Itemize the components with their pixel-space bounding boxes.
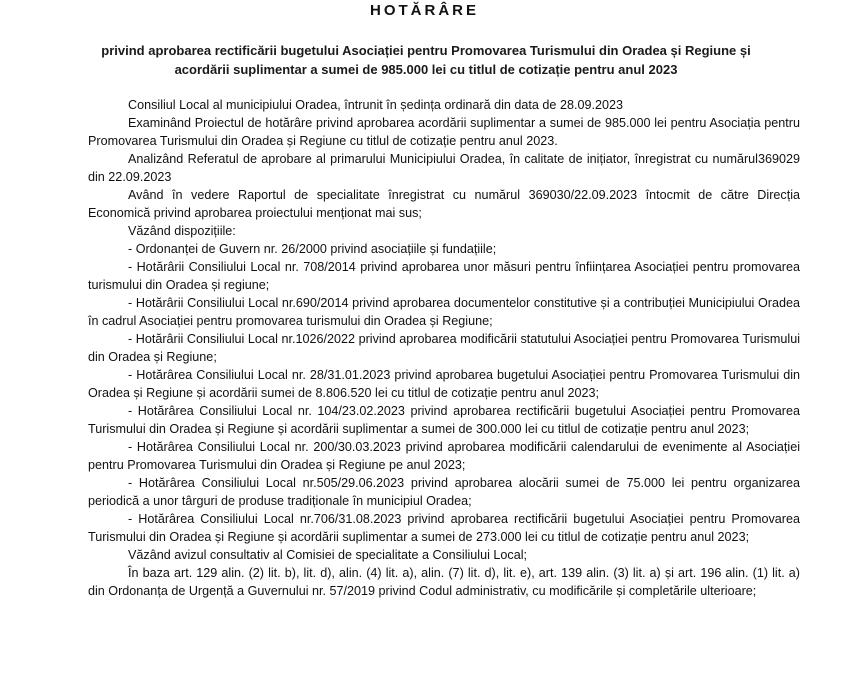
paragraph-report: Având în vedere Raportul de specialitate înregistrat cu numărul 369030/22.09.2023 întocmit de către Direcția Economică privind aprobarea proiectului menționat mai sus; <box>88 188 800 220</box>
provision-item: - Hotărârea Consiliului Local nr. 200/30.03.2023 privind aprobarea modificării calendarului de evenimente al Asociației pentru Promovarea Turismului din Oradea și Regiune pe anul 2023; <box>88 440 800 472</box>
provision-item: - Hotărârii Consiliului Local nr. 708/2014 privind aprobarea unor măsuri pentru înființarea Asociației pentru promovarea turismului din Oradea și regiune; <box>88 260 800 292</box>
provision-item: - Ordonanței de Guvern nr. 26/2000 privind asociațiile și fundațiile; <box>128 242 497 256</box>
provision-item: - Hotărârii Consiliului Local nr.690/2014 privind aprobarea documentelor constitutive și a contribuției Municipiului Oradea în cadrul Asociației pentru promovarea turismului din Oradea și Regiune; <box>88 296 800 328</box>
paragraph-provisions-heading: Văzând dispozițiile: <box>128 224 236 238</box>
provision-item: - Hotărârea Consiliului Local nr.505/29.06.2023 privind aprobarea alocării sumei de 75.000 lei pentru organizarea periodică a unor târguri de produse tradiționale în municipiul Oradea; <box>88 476 800 508</box>
provision-item: - Hotărârii Consiliului Local nr.1026/2022 privind aprobarea modificării statutului Asociației pentru Promovarea Turismului din Oradea și Regiune; <box>88 332 800 364</box>
paragraph-legal-basis: În baza art. 129 alin. (2) lit. b), lit. d), alin. (4) lit. a), alin. (7) lit. d), lit. e), art. 139 alin. (3) lit. a) și art. 196 alin. (1) lit. a) din Ordonanța de Urgență a Guvernului nr. 57/2019 privind Codul administrativ, cu modificările și completările ulterioare; <box>88 566 800 598</box>
provision-item: - Hotărârea Consiliului Local nr. 104/23.02.2023 privind aprobarea rectificării bugetului Asociației pentru Promovarea Turismului din Oradea și Regiune și acordării suplimentar a sumei de 300.000 lei cu titlul de cotizație pentru anul 2023; <box>88 404 800 436</box>
document-title: HOTĂRÂRE <box>370 2 479 19</box>
paragraph-session: Consiliul Local al municipiului Oradea, întrunit în ședința ordinară din data de 28.09.2023 <box>128 98 623 112</box>
paragraph-committee-opinion: Văzând avizul consultativ al Comisiei de specialitate a Consiliului Local; <box>128 548 528 562</box>
provision-item: - Hotărârea Consiliului Local nr.706/31.08.2023 privind aprobarea rectificării bugetului Asociației pentru Promovarea Turismului din Oradea și Regiune și acordării suplimentar a sumei de 273.000 lei cu titlul de cotizație pentru anul 2023; <box>88 512 800 544</box>
subtitle-line: privind aprobarea rectificării bugetului Asociației pentru Promovarea Turismului din Oradea și Regiune și <box>101 43 751 58</box>
provision-item: - Hotărârea Consiliului Local nr. 28/31.01.2023 privind aprobarea bugetului Asociației pentru Promovarea Turismului din Oradea și Regiune și acordării sumei de 8.806.520 lei cu titlul de cotizație pentru anul 2023; <box>88 368 800 400</box>
document-subtitle <box>96 41 756 79</box>
subtitle-line: acordării suplimentar a sumei de 985.000 lei cu titlul de cotizație pentru anul 2023 <box>174 62 678 77</box>
paragraph-examining: Examinând Proiectul de hotărâre privind aprobarea acordării suplimentar a sumei de 985.000 lei pentru Asociația pentru Promovarea Turismului din Oradea și Regiune cu titlul de cotizație pentru anul 2023. <box>88 116 800 148</box>
document-body <box>88 96 800 600</box>
paragraph-analyzing: Analizând Referatul de aprobare al primarului Municipiului Oradea, în calitate de inițiator, înregistrat cu numărul369029 din 22.09.2023 <box>88 152 800 184</box>
